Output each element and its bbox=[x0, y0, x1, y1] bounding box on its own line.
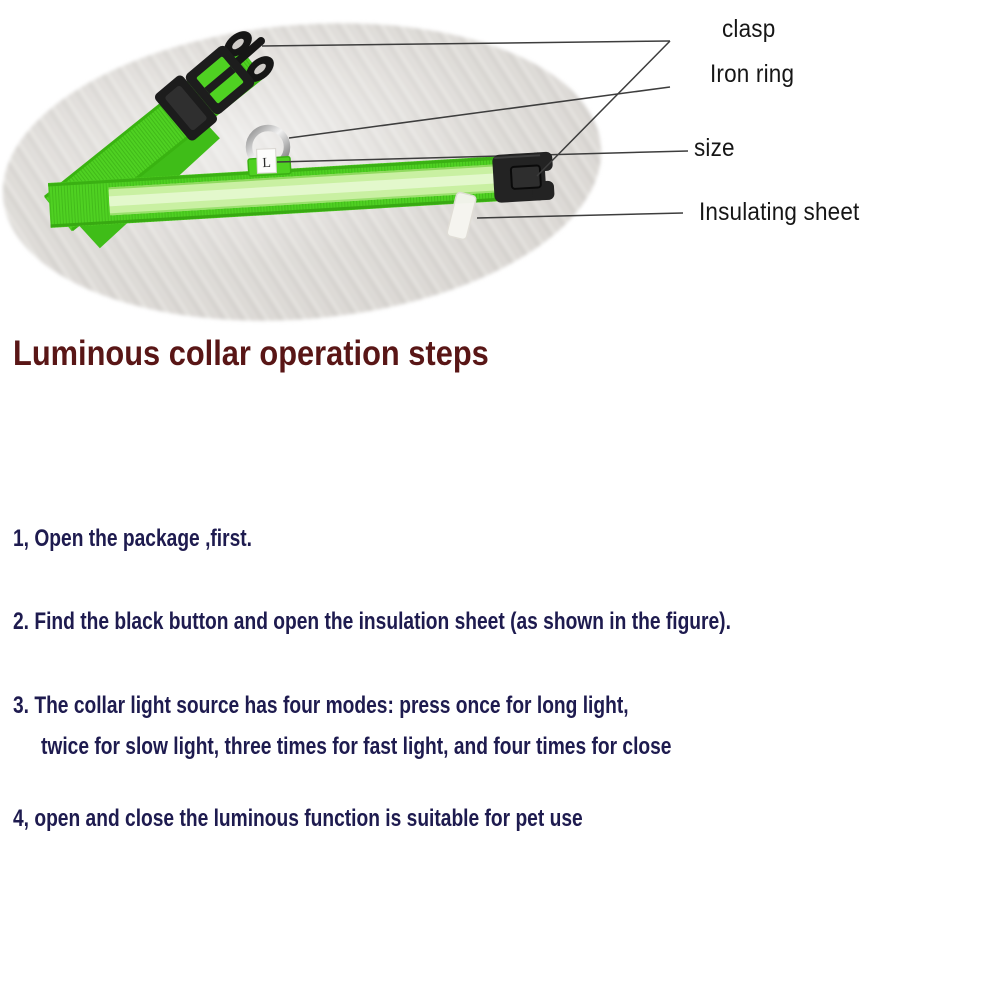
step-3-line-2: twice for slow light, three times for fast light, and four times for close bbox=[41, 733, 672, 760]
step-4: 4, open and close the luminous function is suitable for pet use bbox=[13, 805, 583, 832]
collar-illustration bbox=[0, 0, 1000, 332]
callout-label-size: size bbox=[694, 134, 735, 162]
callout-label-clasp: clasp bbox=[722, 15, 776, 43]
callout-label-iron-ring: Iron ring bbox=[710, 60, 795, 88]
product-photo bbox=[0, 0, 1000, 332]
step-3-line-1: 3. The collar light source has four modes: press once for long light, bbox=[13, 692, 629, 719]
size-tag-letter: L bbox=[262, 155, 272, 172]
buckle-button bbox=[511, 165, 541, 189]
callout-label-insulating-sheet: Insulating sheet bbox=[699, 198, 860, 226]
step-2: 2. Find the black button and open the insulation sheet (as shown in the figure). bbox=[13, 608, 731, 635]
clasp-female-buckle bbox=[492, 152, 555, 203]
size-tag bbox=[257, 149, 277, 174]
step-1: 1, Open the package ,first. bbox=[13, 525, 253, 552]
page-title: Luminous collar operation steps bbox=[13, 334, 489, 373]
